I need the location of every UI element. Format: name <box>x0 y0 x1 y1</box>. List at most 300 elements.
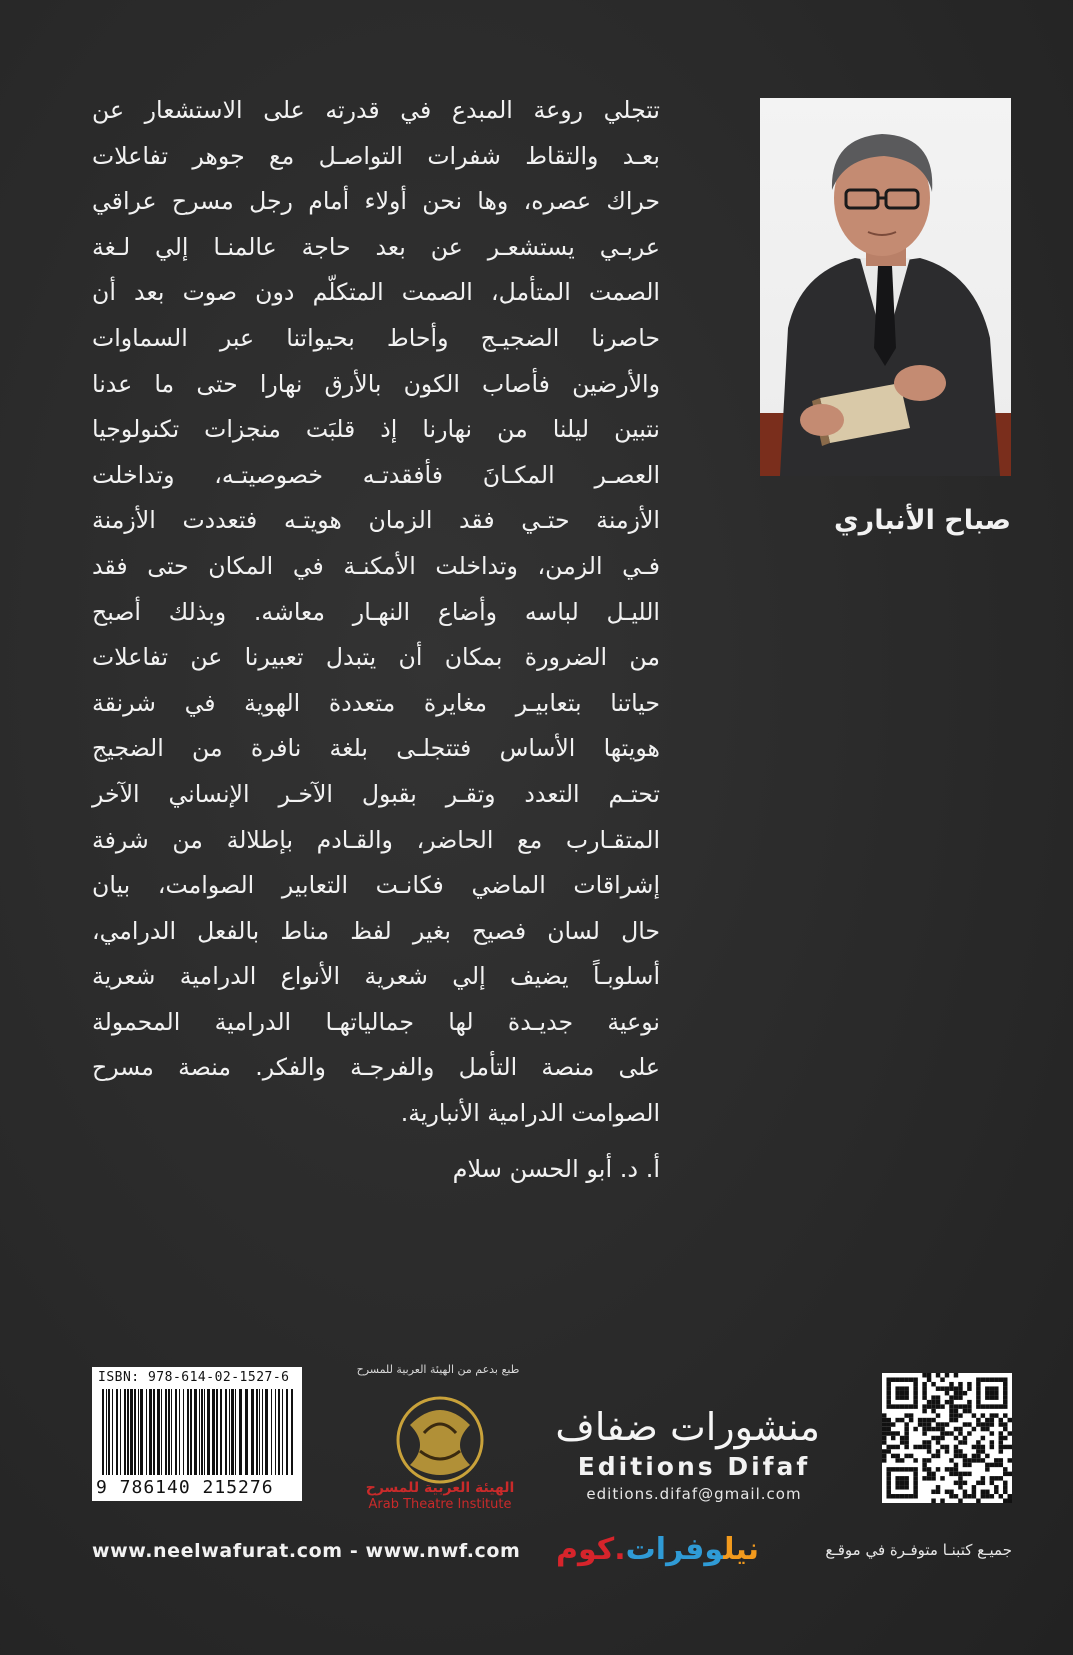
qr-module <box>891 1422 895 1426</box>
qr-module <box>999 1445 1003 1449</box>
barcode-bar <box>220 1389 222 1475</box>
qr-module <box>958 1449 962 1453</box>
qr-finder-module <box>994 1386 998 1390</box>
qr-finder-module <box>981 1404 985 1408</box>
qr-module <box>940 1404 944 1408</box>
qr-module <box>931 1476 935 1480</box>
qr-module <box>976 1454 980 1458</box>
barcode-bar <box>120 1389 121 1475</box>
qr-module <box>954 1449 958 1453</box>
qr-module <box>904 1440 908 1444</box>
qr-module <box>931 1427 935 1431</box>
qr-module <box>958 1499 962 1503</box>
neelwafurat-logo-part2: وفرات <box>625 1532 724 1567</box>
blurb-line: هويتها الأساس فتتجلـى بلغة نافرة من الضجيج <box>92 734 660 763</box>
qr-module <box>958 1386 962 1390</box>
qr-finder-module <box>904 1391 908 1395</box>
qr-module <box>954 1463 958 1467</box>
qr-finder-module <box>900 1386 904 1390</box>
qr-module <box>949 1490 953 1494</box>
qr-module <box>1003 1485 1007 1489</box>
qr-finder-module <box>985 1377 989 1381</box>
qr-module <box>990 1494 994 1498</box>
qr-module <box>999 1458 1003 1462</box>
qr-module <box>922 1458 926 1462</box>
qr-module <box>945 1422 949 1426</box>
qr-finder-module <box>904 1476 908 1480</box>
qr-module <box>922 1476 926 1480</box>
author-photo <box>760 98 1011 476</box>
qr-module <box>945 1449 949 1453</box>
qr-module <box>976 1449 980 1453</box>
qr-finder-module <box>895 1377 899 1381</box>
qr-finder-module <box>900 1467 904 1471</box>
qr-module <box>985 1418 989 1422</box>
publisher-name-ar: منشورات ضفاف <box>555 1405 820 1449</box>
qr-module <box>976 1440 980 1444</box>
blurb-text <box>92 88 660 1137</box>
qr-finder-module <box>994 1377 998 1381</box>
qr-module <box>895 1458 899 1462</box>
qr-module <box>927 1373 931 1377</box>
qr-finder-module <box>886 1485 890 1489</box>
qr-finder-module <box>895 1485 899 1489</box>
qr-module <box>981 1413 985 1417</box>
barcode-bar <box>262 1389 263 1475</box>
qr-module <box>949 1409 953 1413</box>
qr-module <box>936 1440 940 1444</box>
qr-module <box>949 1467 953 1471</box>
blurb-line: الصمت المتأمل، الصمت المتكلّم دون صوت بعد أن <box>92 278 660 307</box>
qr-module <box>963 1481 967 1485</box>
barcode-bar <box>271 1389 272 1475</box>
qr-module <box>900 1440 904 1444</box>
qr-module <box>967 1422 971 1426</box>
qr-module <box>931 1499 935 1503</box>
qr-module <box>972 1445 976 1449</box>
blurb-line: على منصة التأمل والفرجـة والفكر. منصة مسرح <box>92 1053 660 1082</box>
qr-finder-module <box>895 1386 899 1390</box>
qr-finder-module <box>990 1386 994 1390</box>
qr-module <box>922 1409 926 1413</box>
qr-module <box>990 1481 994 1485</box>
qr-module <box>949 1400 953 1404</box>
qr-module <box>958 1454 962 1458</box>
qr-module <box>958 1427 962 1431</box>
blurb-line: حاصرنا الضجيـج وأحاط بحيواتنا عبر السماوات <box>92 323 660 352</box>
qr-module <box>1003 1490 1007 1494</box>
qr-finder-module <box>913 1404 917 1408</box>
qr-finder-module <box>886 1490 890 1494</box>
qr-module <box>927 1400 931 1404</box>
qr-module <box>949 1386 953 1390</box>
qr-finder-module <box>985 1404 989 1408</box>
barcode-bar <box>127 1389 129 1475</box>
qr-finder-module <box>886 1467 890 1471</box>
barcode-bar <box>207 1389 210 1475</box>
qr-module <box>985 1494 989 1498</box>
qr-module <box>927 1449 931 1453</box>
qr-finder-module <box>1003 1377 1007 1381</box>
isbn-barcode <box>92 1367 302 1501</box>
qr-module <box>967 1494 971 1498</box>
qr-module <box>954 1404 958 1408</box>
barcode-bar <box>165 1389 167 1475</box>
qr-module <box>1008 1418 1012 1422</box>
qr-module <box>936 1436 940 1440</box>
barcode-bar <box>275 1389 276 1475</box>
qr-module <box>922 1467 926 1471</box>
qr-module <box>922 1386 926 1390</box>
qr-module <box>895 1431 899 1435</box>
qr-module <box>922 1463 926 1467</box>
blurb-line: العصـر المكـانَ فأفقدتـه خصوصيتـه، وتداخلت <box>92 460 660 489</box>
qr-module <box>954 1373 958 1377</box>
qr-module <box>963 1404 967 1408</box>
qr-finder-module <box>886 1476 890 1480</box>
qr-module <box>886 1445 890 1449</box>
qr-module <box>886 1422 890 1426</box>
qr-module <box>886 1449 890 1453</box>
barcode-bar <box>212 1389 215 1475</box>
qr-module <box>895 1418 899 1422</box>
qr-module <box>936 1427 940 1431</box>
qr-module <box>891 1454 895 1458</box>
qr-module <box>936 1422 940 1426</box>
barcode-bar <box>251 1389 254 1475</box>
barcode-bar <box>245 1389 248 1475</box>
qr-module <box>931 1400 935 1404</box>
qr-module <box>958 1391 962 1395</box>
qr-module <box>972 1454 976 1458</box>
qr-module <box>954 1391 958 1395</box>
qr-finder-module <box>900 1377 904 1381</box>
qr-module <box>927 1458 931 1462</box>
qr-module <box>895 1454 899 1458</box>
barcode-bar <box>278 1389 280 1475</box>
qr-finder-module <box>900 1494 904 1498</box>
qr-module <box>927 1476 931 1480</box>
qr-module <box>918 1422 922 1426</box>
barcode-bar <box>199 1389 200 1475</box>
qr-module <box>949 1413 953 1417</box>
qr-finder-module <box>999 1377 1003 1381</box>
qr-module <box>972 1485 976 1489</box>
qr-module <box>981 1436 985 1440</box>
qr-module <box>954 1386 958 1390</box>
barcode-bar <box>149 1389 152 1475</box>
barcode-bar <box>140 1389 143 1475</box>
author-name: صباح الأنباري <box>833 505 1011 536</box>
qr-module <box>940 1431 944 1435</box>
qr-module <box>922 1418 926 1422</box>
qr-module <box>985 1463 989 1467</box>
qr-module <box>922 1391 926 1395</box>
qr-module <box>931 1436 935 1440</box>
qr-module <box>891 1436 895 1440</box>
barcode-bar <box>282 1389 283 1475</box>
qr-module <box>936 1490 940 1494</box>
barcode-bar <box>229 1389 230 1475</box>
blurb-line: تحتـم التعدد وتقـر بقبول الآخـر الإنساني الآخر <box>92 779 660 808</box>
barcode-bar <box>108 1389 110 1475</box>
qr-module <box>900 1418 904 1422</box>
barcode-bar <box>201 1389 203 1475</box>
barcode-bar <box>161 1389 162 1475</box>
qr-module <box>922 1440 926 1444</box>
qr-module <box>927 1422 931 1426</box>
qr-finder-module <box>1003 1386 1007 1390</box>
qr-module <box>1003 1481 1007 1485</box>
blurb-line: الليـل لباسه وأضاع النهـار معاشه. وبذلك أصبح <box>92 597 660 626</box>
qr-module <box>882 1418 886 1422</box>
qr-finder-module <box>895 1404 899 1408</box>
qr-module <box>967 1386 971 1390</box>
qr-module <box>900 1458 904 1462</box>
qr-module <box>940 1476 944 1480</box>
qr-module <box>967 1463 971 1467</box>
qr-module <box>931 1409 935 1413</box>
qr-module <box>949 1418 953 1422</box>
qr-module <box>927 1377 931 1381</box>
qr-finder-module <box>990 1377 994 1381</box>
qr-finder-module <box>976 1404 980 1408</box>
qr-module <box>963 1494 967 1498</box>
qr-module <box>945 1490 949 1494</box>
qr-module <box>922 1382 926 1386</box>
qr-finder-module <box>994 1395 998 1399</box>
qr-finder-module <box>994 1404 998 1408</box>
qr-module <box>904 1431 908 1435</box>
qr-module <box>999 1449 1003 1453</box>
qr-module <box>891 1445 895 1449</box>
qr-module <box>882 1413 886 1417</box>
qr-module <box>927 1445 931 1449</box>
qr-finder-module <box>1003 1404 1007 1408</box>
qr-finder-module <box>913 1476 917 1480</box>
blurb-signature: أ. د. أبو الحسن سلام <box>452 1155 660 1183</box>
barcode-bar <box>286 1389 288 1475</box>
qr-module <box>936 1395 940 1399</box>
qr-finder-module <box>976 1377 980 1381</box>
qr-module <box>976 1458 980 1462</box>
qr-module <box>976 1481 980 1485</box>
qr-finder-module <box>913 1472 917 1476</box>
qr-finder-module <box>891 1494 895 1498</box>
qr-module <box>999 1494 1003 1498</box>
qr-module <box>927 1404 931 1408</box>
qr-module <box>954 1445 958 1449</box>
qr-finder-module <box>886 1472 890 1476</box>
qr-module <box>936 1373 940 1377</box>
qr-module <box>949 1494 953 1498</box>
qr-module <box>958 1382 962 1386</box>
qr-module <box>940 1427 944 1431</box>
qr-finder-module <box>913 1490 917 1494</box>
qr-module <box>945 1467 949 1471</box>
qr-module <box>967 1458 971 1462</box>
barcode-bar <box>153 1389 155 1475</box>
qr-module <box>967 1382 971 1386</box>
qr-finder-module <box>900 1391 904 1395</box>
qr-module <box>990 1440 994 1444</box>
blurb-line: الصوامت الدرامية الأنبارية. <box>400 1099 660 1128</box>
qr-module <box>886 1427 890 1431</box>
qr-finder-module <box>891 1467 895 1471</box>
qr-module <box>1003 1472 1007 1476</box>
qr-module <box>985 1467 989 1471</box>
isbn-label: ISBN: 978-614-02-1527-6 <box>98 1370 290 1385</box>
qr-module <box>886 1418 890 1422</box>
qr-module <box>994 1485 998 1489</box>
qr-module <box>963 1463 967 1467</box>
qr-module <box>1008 1499 1012 1503</box>
qr-module <box>981 1458 985 1462</box>
qr-module <box>900 1436 904 1440</box>
barcode-bar <box>256 1389 258 1475</box>
qr-module <box>936 1449 940 1453</box>
qr-module <box>999 1440 1003 1444</box>
qr-module <box>972 1494 976 1498</box>
footer-availability-note: جميـع كتبنـا متوفـرة في موقـع <box>825 1541 1012 1559</box>
qr-module <box>949 1395 953 1399</box>
barcode-bar <box>216 1389 218 1475</box>
author-portrait-illustration <box>760 98 1011 476</box>
qr-module <box>927 1440 931 1444</box>
qr-module <box>904 1454 908 1458</box>
blurb-line: أسلوبـاً يضيف إلي شعرية الأنواع الدرامية شعرية <box>92 962 660 991</box>
qr-module <box>1008 1494 1012 1498</box>
qr-finder-module <box>913 1485 917 1489</box>
qr-finder-module <box>904 1485 908 1489</box>
qr-module <box>958 1413 962 1417</box>
qr-module <box>990 1476 994 1480</box>
qr-finder-module <box>886 1377 890 1381</box>
blurb-line: والأرضين فأصاب الكون بالأرق نهارا حتى ما عدنا <box>92 369 660 398</box>
qr-module <box>963 1440 967 1444</box>
qr-finder-module <box>895 1476 899 1480</box>
qr-finder-module <box>999 1404 1003 1408</box>
qr-module <box>922 1431 926 1435</box>
qr-module <box>990 1431 994 1435</box>
barcode-bar <box>130 1389 133 1475</box>
footer-website-urls: www.neelwafurat.com - www.nwf.com <box>92 1540 521 1562</box>
qr-module <box>918 1418 922 1422</box>
qr-module <box>963 1436 967 1440</box>
qr-finder-module <box>976 1395 980 1399</box>
qr-module <box>972 1413 976 1417</box>
qr-module <box>954 1427 958 1431</box>
qr-finder-module <box>1003 1382 1007 1386</box>
qr-finder-module <box>913 1377 917 1381</box>
barcode-bar <box>265 1389 268 1475</box>
qr-module <box>967 1409 971 1413</box>
qr-module <box>904 1427 908 1431</box>
qr-module <box>1003 1445 1007 1449</box>
qr-module <box>909 1413 913 1417</box>
qr-module <box>927 1418 931 1422</box>
qr-module <box>949 1404 953 1408</box>
qr-module <box>949 1431 953 1435</box>
blurb-line: الأزمنة حتـي فقد الزمان هويتـه فتعددت الأزمنة <box>92 506 660 535</box>
qr-module <box>927 1467 931 1471</box>
qr-finder-module <box>895 1395 899 1399</box>
qr-module <box>882 1436 886 1440</box>
qr-finder-module <box>913 1400 917 1404</box>
qr-finder-module <box>886 1391 890 1395</box>
qr-module <box>990 1413 994 1417</box>
qr-module <box>954 1409 958 1413</box>
qr-finder-module <box>1003 1395 1007 1399</box>
qr-finder-module <box>895 1494 899 1498</box>
qr-module <box>882 1449 886 1453</box>
qr-module <box>990 1445 994 1449</box>
qr-module <box>904 1422 908 1426</box>
qr-finder-module <box>985 1391 989 1395</box>
qr-module <box>945 1400 949 1404</box>
qr-module <box>999 1463 1003 1467</box>
barcode-bar <box>116 1389 118 1475</box>
barcode-bar <box>146 1389 147 1475</box>
qr-module <box>922 1422 926 1426</box>
qr-module <box>981 1490 985 1494</box>
qr-module <box>963 1472 967 1476</box>
qr-module <box>958 1472 962 1476</box>
qr-module <box>931 1472 935 1476</box>
neelwafurat-logo <box>550 1530 765 1570</box>
blurb-line: تتجلي روعة المبدع في قدرته على الاستشعار عن <box>92 96 660 124</box>
publisher-email: editions.difaf@gmail.com <box>586 1485 802 1503</box>
qr-finder-module <box>913 1382 917 1386</box>
qr-module <box>981 1476 985 1480</box>
qr-module <box>999 1476 1003 1480</box>
publisher-name-en: Editions Difaf <box>577 1452 811 1481</box>
barcode-bar <box>204 1389 205 1475</box>
qr-module <box>958 1476 962 1480</box>
qr-module <box>967 1400 971 1404</box>
qr-module <box>945 1391 949 1395</box>
qr-module <box>958 1485 962 1489</box>
qr-module <box>922 1395 926 1399</box>
qr-finder-module <box>1003 1391 1007 1395</box>
qr-module <box>882 1454 886 1458</box>
qr-finder-module <box>976 1391 980 1395</box>
qr-module <box>927 1427 931 1431</box>
qr-module <box>954 1395 958 1399</box>
qr-module <box>990 1463 994 1467</box>
barcode-bar <box>175 1389 177 1475</box>
qr-module <box>936 1386 940 1390</box>
qr-module <box>913 1427 917 1431</box>
qr-module <box>976 1445 980 1449</box>
barcode-bar <box>291 1389 293 1475</box>
qr-finder-module <box>976 1386 980 1390</box>
qr-module <box>985 1490 989 1494</box>
qr-module <box>891 1431 895 1435</box>
qr-module <box>958 1481 962 1485</box>
qr-module <box>1003 1467 1007 1471</box>
qr-module <box>981 1494 985 1498</box>
qr-module <box>1003 1413 1007 1417</box>
qr-module <box>981 1427 985 1431</box>
barcode-bar <box>225 1389 227 1475</box>
qr-finder-module <box>913 1494 917 1498</box>
barcode-bar <box>190 1389 192 1475</box>
qr-code <box>882 1373 1012 1503</box>
qr-module <box>990 1418 994 1422</box>
qr-finder-module <box>909 1377 913 1381</box>
barcode-bar <box>102 1389 104 1475</box>
